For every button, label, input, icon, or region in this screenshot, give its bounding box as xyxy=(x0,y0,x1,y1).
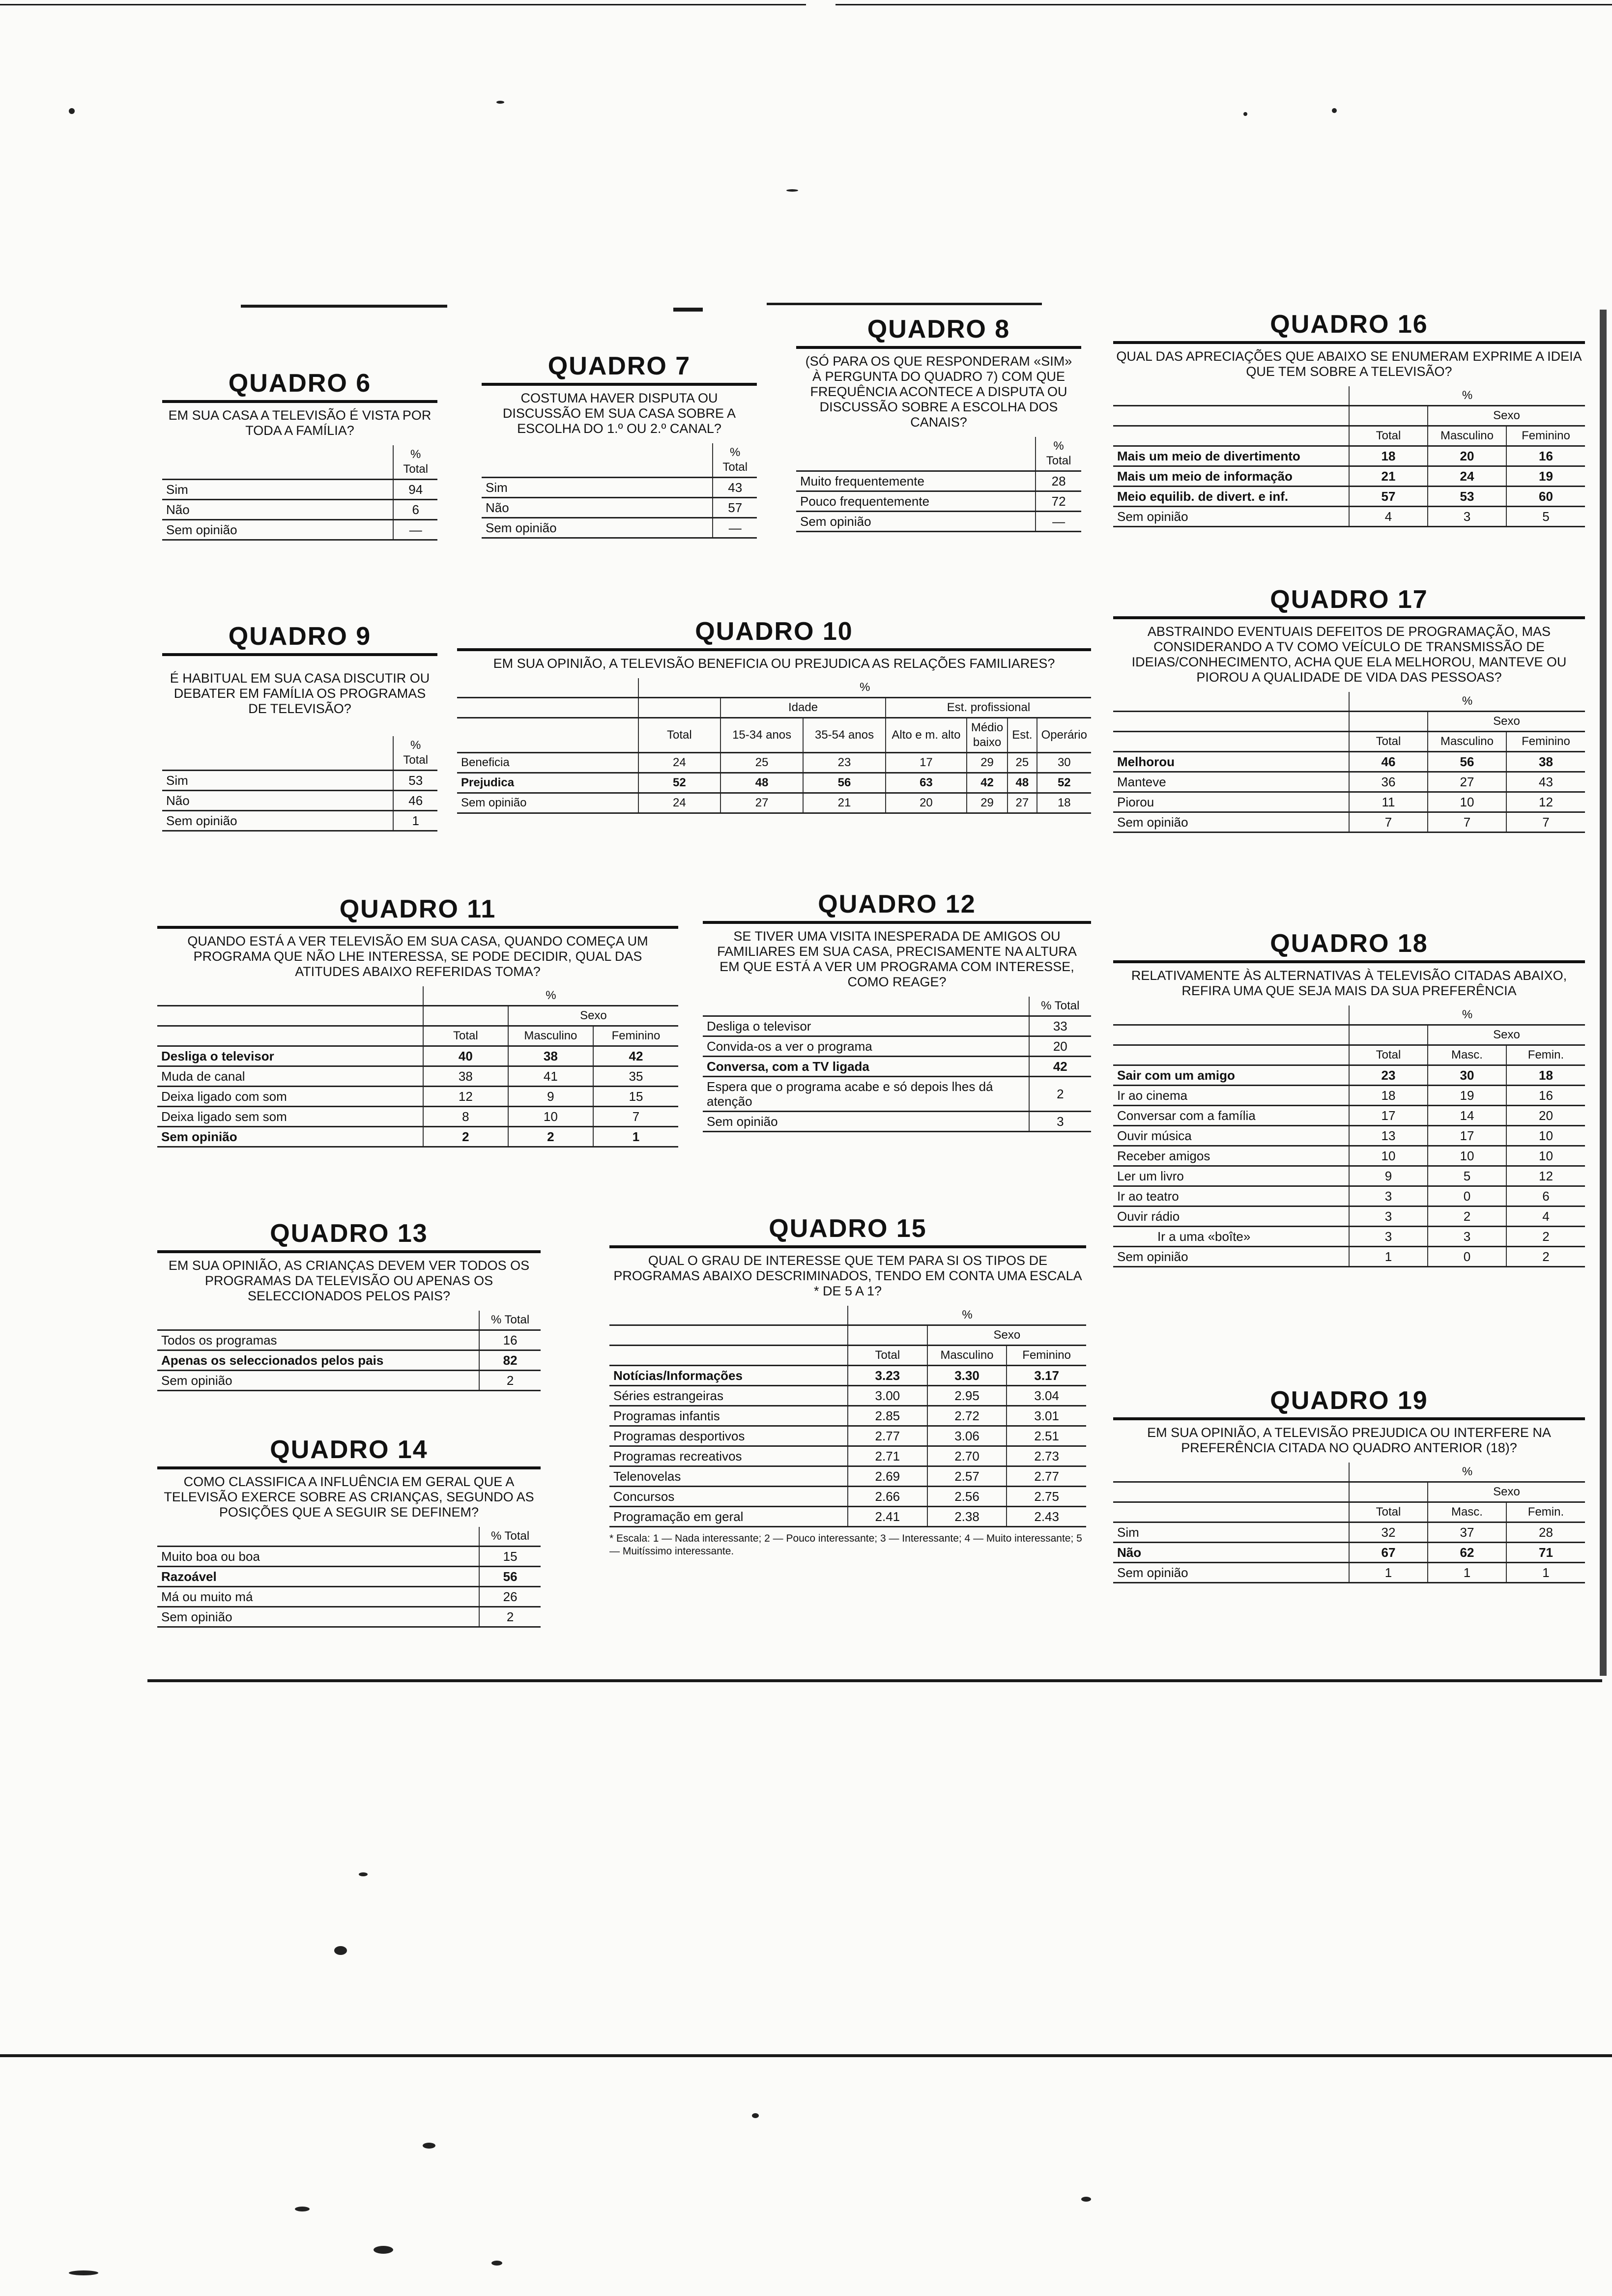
table-row: Sem opinião 1 xyxy=(162,811,437,831)
table-row: Espera que o programa acabe e só depois lhes dá atenção 2 xyxy=(703,1077,1091,1112)
quadro-table: % Sexo Total Masculino Feminino Mais um meio de divertimento 18 20 16 Mais um meio de informação 21 24 19 Meio equilib. de divert. e inf. 57 53 60 Sem opinião 4 3 5 xyxy=(1113,386,1585,527)
table-row: Muito boa ou boa 15 xyxy=(157,1547,541,1567)
table-row: Sem opinião 1 1 1 xyxy=(1113,1563,1585,1583)
quadro-title: QUADRO 11 xyxy=(157,894,678,929)
table-row: Desliga o televisor 33 xyxy=(703,1016,1091,1036)
table-row: Pouco frequentemente 72 xyxy=(796,491,1081,512)
table-row: Ouvir música 13 17 10 xyxy=(1113,1126,1585,1146)
table-row: Sem opinião 24 27 21 20 29 27 18 xyxy=(457,793,1091,813)
quadro-17 xyxy=(1113,585,1585,833)
quadro-14 xyxy=(157,1435,541,1628)
quadro-question: É HABITUAL EM SUA CASA DISCUTIR OU DEBATER EM FAMÍLIA OS PROGRAMAS DE TELEVISÃO? xyxy=(170,671,430,716)
quadro-table xyxy=(157,1527,541,1628)
speck xyxy=(786,189,798,192)
quadro-title: QUADRO 12 xyxy=(703,890,1091,924)
header-rule-2 xyxy=(673,308,703,312)
speck xyxy=(752,2113,759,2118)
quadro-15 xyxy=(609,1214,1086,1558)
quadro-10 xyxy=(457,617,1091,814)
table-row: Ir a uma «boîte» 3 3 2 xyxy=(1113,1227,1585,1247)
quadro-question: RELATIVAMENTE ÀS ALTERNATIVAS À TELEVISÃO CITADAS ABAIXO, REFIRA UMA QUE SEJA MAIS DA SUA PREFERÊNCIA xyxy=(1131,968,1567,998)
quadro-question: COSTUMA HAVER DISPUTA OU DISCUSSÃO EM SUA CASA SOBRE A ESCOLHA DO 1.º OU 2.º CANAL? xyxy=(502,391,736,436)
table-row: Séries estrangeiras 3.00 2.95 3.04 xyxy=(609,1386,1086,1406)
table-row: Ouvir rádio 3 2 4 xyxy=(1113,1206,1585,1227)
quadro-19 xyxy=(1113,1386,1585,1583)
table-row: Sem opinião 3 xyxy=(703,1112,1091,1132)
table-row: Sem opinião 1 0 2 xyxy=(1113,1247,1585,1267)
table-row: Sair com um amigo 23 30 18 xyxy=(1113,1065,1585,1086)
quadro-title: QUADRO 16 xyxy=(1113,310,1585,344)
table-row: Sem opinião — xyxy=(482,518,757,538)
table-row: Mais um meio de informação 21 24 19 xyxy=(1113,466,1585,487)
table-row: Todos os programas 16 xyxy=(157,1330,541,1350)
col-header: % Total xyxy=(479,1527,541,1547)
quadro-title: QUADRO 14 xyxy=(157,1435,541,1469)
scale-note: * Escala: 1 — Nada interessante; 2 — Pouco interessante; 3 — Interessante; 4 — Muito interessante; 5 — Muitíssimo interessante. xyxy=(609,1533,1082,1557)
speck xyxy=(374,2246,393,2254)
header-rule-3 xyxy=(767,303,1042,305)
table-row: Conversar com a família 17 14 20 xyxy=(1113,1106,1585,1126)
quadro-7 xyxy=(482,351,757,539)
table-row: Programas desportivos 2.77 3.06 2.51 xyxy=(609,1426,1086,1446)
quadro-9 xyxy=(162,622,437,832)
table-row: Programas infantis 2.85 2.72 3.01 xyxy=(609,1406,1086,1426)
speck xyxy=(496,101,504,104)
table-row: Razoável 56 xyxy=(157,1567,541,1587)
table-row: Conversa, com a TV ligada 42 xyxy=(703,1057,1091,1077)
quadro-11 xyxy=(157,894,678,1148)
table-row: Sem opinião 2 2 1 xyxy=(157,1127,678,1147)
table-row: Piorou 11 10 12 xyxy=(1113,792,1585,812)
table-row: Sem opinião 4 3 5 xyxy=(1113,507,1585,527)
quadro-question: COMO CLASSIFICA A INFLUÊNCIA EM GERAL QUE A TELEVISÃO EXERCE SOBRE AS CRIANÇAS, SEGUNDO AS POSIÇÕES QUE A SEGUIR SE DEFINEM? xyxy=(164,1474,534,1520)
quadro-13 xyxy=(157,1219,541,1391)
table-row: Meio equilib. de divert. e inf. 57 53 60 xyxy=(1113,487,1585,507)
quadro-table: % Sexo Total Masculino Feminino Notícias/Informações 3.23 3.30 3.17 Séries estrangeiras 3.00 2.95 3.04 Programas infantis 2.85 2.72 3.01 Programas desportivos 2.77 3.06 2.51 Programas recreativos 2.71 2.70 2.73 Telenovelas 2.69 2.57 2.77 Concursos 2.66 2.56 2.75 Programação em geral 2.41 2.38 2.43 xyxy=(609,1306,1086,1527)
table-row: Apenas os seleccionados pelos pais 82 xyxy=(157,1350,541,1371)
header-rule-1 xyxy=(241,305,447,308)
speck xyxy=(334,1946,347,1955)
right-edge-mark xyxy=(1600,310,1607,1676)
table-row: Prejudica 52 48 56 63 42 48 52 xyxy=(457,773,1091,793)
table-row: Telenovelas 2.69 2.57 2.77 xyxy=(609,1466,1086,1487)
top-rule-left xyxy=(0,4,806,5)
table-row: Notícias/Informações 3.23 3.30 3.17 xyxy=(609,1366,1086,1386)
quadro-table xyxy=(703,997,1091,1132)
col-header: % Total xyxy=(393,736,437,771)
col-header: % Total xyxy=(713,443,757,478)
table-row: Deixa ligado com som 12 9 15 xyxy=(157,1087,678,1107)
col-header: % Total xyxy=(393,445,437,480)
quadro-table: % Sexo Total Masculino Feminino Melhorou 46 56 38 Manteve 36 27 43 Piorou 11 10 12 Sem opinião 7 7 7 xyxy=(1113,692,1585,833)
quadro-table: % Sexo Total Masc. Femin. Sim 32 37 28 Não 67 62 71 Sem opinião 1 1 1 xyxy=(1113,1463,1585,1583)
quadro-question: EM SUA OPINIÃO, AS CRIANÇAS DEVEM VER TODOS OS PROGRAMAS DA TELEVISÃO OU APENAS OS SELECCIONADOS PELOS PAIS? xyxy=(168,1258,530,1303)
table-row: Sem opinião 2 xyxy=(157,1371,541,1391)
quadro-6 xyxy=(162,369,437,541)
table-row: Programas recreativos 2.71 2.70 2.73 xyxy=(609,1446,1086,1466)
quadro-title: QUADRO 10 xyxy=(457,617,1091,651)
table-row: Manteve 36 27 43 xyxy=(1113,772,1585,792)
table-row: Ir ao teatro 3 0 6 xyxy=(1113,1186,1585,1206)
speck xyxy=(423,2143,435,2149)
quadro-title: QUADRO 7 xyxy=(482,351,757,386)
table-row: Não 46 xyxy=(162,791,437,811)
table-row: Má ou muito má 26 xyxy=(157,1587,541,1607)
quadro-title: QUADRO 6 xyxy=(162,369,437,403)
speck xyxy=(491,2261,502,2266)
table-row: Ler um livro 9 5 12 xyxy=(1113,1166,1585,1186)
table-row: Sim 53 xyxy=(162,771,437,791)
table-row: Mais um meio de divertimento 18 20 16 xyxy=(1113,446,1585,466)
col-header: % Total xyxy=(1029,997,1091,1016)
table-row: Concursos 2.66 2.56 2.75 xyxy=(609,1487,1086,1507)
quadro-title: QUADRO 19 xyxy=(1113,1386,1585,1420)
top-rule-right xyxy=(835,4,1612,5)
table-row: Não 6 xyxy=(162,500,437,520)
col-header: % Total xyxy=(1036,437,1081,471)
quadro-table: % Sexo Total Masc. Femin. Sair com um amigo 23 30 18 Ir ao cinema 18 19 16 Conversar com a família 17 14 20 Ouvir música 13 17 10 Receber amigos 10 10 10 Ler um livro 9 5 12 Ir ao teatro 3 0 6 Ouvir rádio 3 2 4 Ir a uma «boîte» 3 3 2 Sem opinião 1 0 2 xyxy=(1113,1005,1585,1267)
quadro-table: % Idade Est. profissional Total 15-34 anos 35-54 anos Alto e m. alto Médio baixo Est. Operário Beneficia 24 25 23 17 29 25 30 Prejudica 52 48 56 63 42 48 52 Sem opinião 24 27 21 20 29 27 18 xyxy=(457,678,1091,814)
quadro-title: QUADRO 9 xyxy=(162,622,437,656)
table-row: Sem opinião — xyxy=(796,512,1081,532)
speck xyxy=(69,108,75,114)
table-row: Não 67 62 71 xyxy=(1113,1543,1585,1563)
quadro-16 xyxy=(1113,310,1585,527)
quadro-title: QUADRO 17 xyxy=(1113,585,1585,619)
speck xyxy=(69,2270,98,2275)
quadro-title: QUADRO 8 xyxy=(796,315,1081,349)
table-row: Beneficia 24 25 23 17 29 25 30 xyxy=(457,753,1091,773)
table-row: Desliga o televisor 40 38 42 xyxy=(157,1046,678,1066)
table-row: Sem opinião 7 7 7 xyxy=(1113,812,1585,832)
quadro-table xyxy=(482,443,757,539)
quadro-18 xyxy=(1113,929,1585,1267)
table-row: Convida-os a ver o programa 20 xyxy=(703,1036,1091,1057)
table-row: Sem opinião 2 xyxy=(157,1607,541,1627)
speck xyxy=(295,2207,310,2211)
page-bottom-rule xyxy=(0,2054,1612,2057)
quadro-table: % Sexo Total Masculino Feminino Desliga o televisor 40 38 42 Muda de canal 38 41 35 Deixa ligado com som 12 9 15 Deixa ligado sem som 8 10 7 Sem opinião 2 2 1 xyxy=(157,986,678,1148)
table-row: Sem opinião — xyxy=(162,520,437,540)
quadro-table xyxy=(796,437,1081,532)
speck xyxy=(1243,112,1247,116)
table-row: Muito frequentemente 28 xyxy=(796,471,1081,491)
speck xyxy=(1081,2197,1091,2202)
table-row: Ir ao cinema 18 19 16 xyxy=(1113,1086,1585,1106)
table-row: Melhorou 46 56 38 xyxy=(1113,752,1585,772)
quadro-question: ABSTRAINDO EVENTUAIS DEFEITOS DE PROGRAMAÇÃO, MAS CONSIDERANDO A TV COMO VEÍCULO DE TRANSMISSÃO DE IDEIAS/CONHECIMENTO, ACHA QUE ELA MELHOROU, MANTEVE OU PIOROU A QUALIDADE DE VIDA DAS PESSOAS? xyxy=(1131,624,1567,685)
table-row: Sim 32 37 28 xyxy=(1113,1522,1585,1543)
col-header: % Total xyxy=(479,1311,541,1330)
quadro-table xyxy=(162,736,437,832)
quadro-title: QUADRO 18 xyxy=(1113,929,1585,963)
bottom-rule xyxy=(147,1679,1602,1682)
table-row: Sim 43 xyxy=(482,478,757,498)
quadro-table xyxy=(157,1311,541,1391)
quadro-question: EM SUA OPINIÃO, A TELEVISÃO BENEFICIA OU PREJUDICA AS RELAÇÕES FAMILIARES? xyxy=(493,656,1055,671)
speck xyxy=(1332,108,1337,113)
quadro-8 xyxy=(796,315,1081,532)
quadro-question: EM SUA OPINIÃO, A TELEVISÃO PREJUDICA OU INTERFERE NA PREFERÊNCIA CITADA NO QUADRO ANTERIOR (18)? xyxy=(1147,1425,1551,1455)
table-row: Não 57 xyxy=(482,498,757,518)
table-row: Deixa ligado sem som 8 10 7 xyxy=(157,1107,678,1127)
quadro-question: QUANDO ESTÁ A VER TELEVISÃO EM SUA CASA, QUANDO COMEÇA UM PROGRAMA QUE NÃO LHE INTERESSA, SE PODE DECIDIR, QUAL DAS ATITUDES ABAIXO REFERIDAS TOMA? xyxy=(187,934,648,979)
quadro-question: QUAL DAS APRECIAÇÕES QUE ABAIXO SE ENUMERAM EXPRIME A IDEIA QUE TEM SOBRE A TELEVISÃO? xyxy=(1116,349,1582,379)
quadro-12 xyxy=(703,890,1091,1132)
quadro-title: QUADRO 13 xyxy=(157,1219,541,1253)
speck xyxy=(359,1872,368,1876)
table-row: Receber amigos 10 10 10 xyxy=(1113,1146,1585,1166)
table-row: Sim 94 xyxy=(162,480,437,500)
table-row: Muda de canal 38 41 35 xyxy=(157,1066,678,1087)
quadro-title: QUADRO 15 xyxy=(609,1214,1086,1248)
quadro-question: QUAL O GRAU DE INTERESSE QUE TEM PARA SI OS TIPOS DE PROGRAMAS ABAIXO DESCRIMINADOS, TENDO EM CONTA UMA ESCALA * DE 5 A 1? xyxy=(613,1253,1082,1298)
table-row: Programação em geral 2.41 2.38 2.43 xyxy=(609,1507,1086,1527)
quadro-question: SE TIVER UMA VISITA INESPERADA DE AMIGOS OU FAMILIARES EM SUA CASA, PRECISAMENTE NA ALTURA EM QUE ESTÁ A VER UM PROGRAMA COM INTERESSE, COMO REAGE? xyxy=(717,929,1077,989)
quadro-question: EM SUA CASA A TELEVISÃO É VISTA POR TODA A FAMÍLIA? xyxy=(168,408,432,438)
quadro-table xyxy=(162,445,437,541)
quadro-question: (SÓ PARA OS QUE RESPONDERAM «SIM» À PERGUNTA DO QUADRO 7) COM QUE FREQUÊNCIA ACONTECE A DISPUTA OU DISCUSSÃO SOBRE A ESCOLHA DOS CANAIS? xyxy=(805,354,1072,430)
